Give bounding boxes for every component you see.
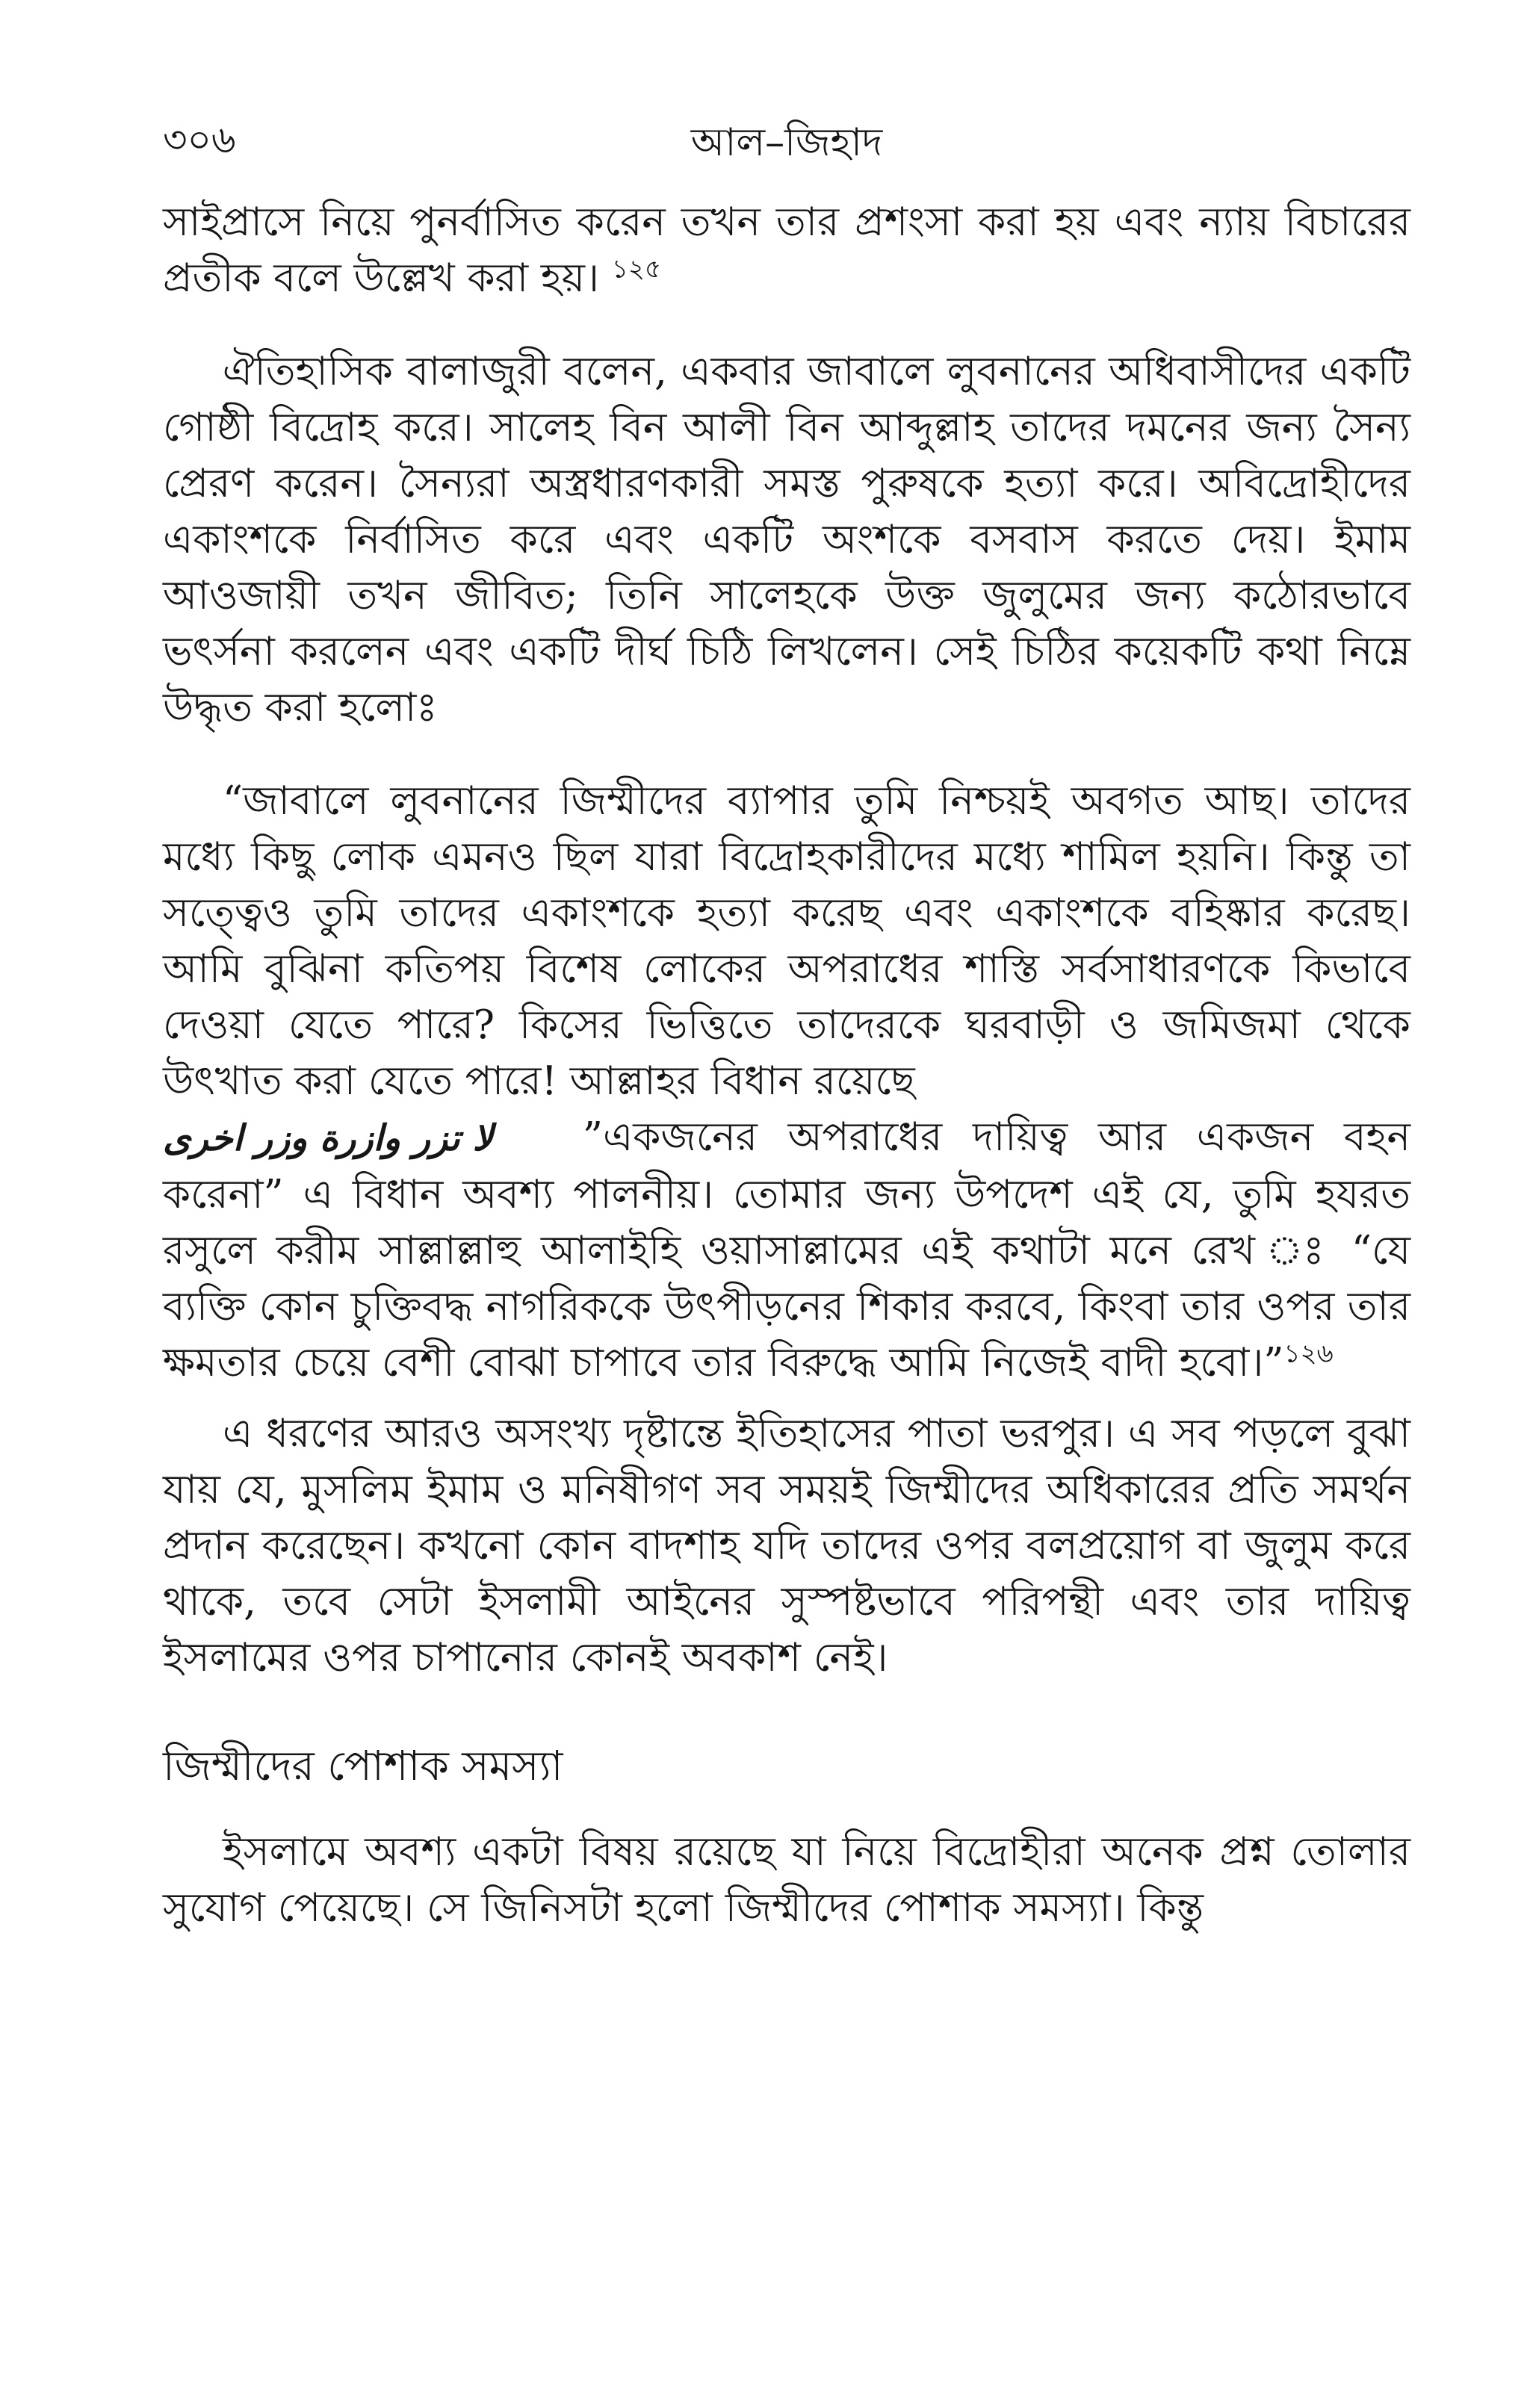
quote-text-continued: ”একজনের অপরাধের দায়িত্ব আর একজন বহন করেনা” এ বিধান অবশ্য পালনীয়। তোমার জন্য উপদেশ এই যে, তুমি হযরত রসুলে করীম সাল্লাল্লাহু আলাইহি ওয়াসাল্লামের এই কথাটা মনে রেখ ঃ “যে ব্যক্তি কোন চুক্তিবদ্ধ নাগরিককে উৎপীড়নের শিকার করবে, কিংবা তার ওপর তার ক্ষমতার চেয়ে বেশী বোঝা চাপাবে তার বিরুদ্ধে আমি নিজেই বাদী হবো।”	[163, 1114, 1410, 1385]
page-header	[163, 112, 1410, 194]
paragraph-dress-issue: ইসলামে অবশ্য একটা বিষয় রয়েছে যা নিয়ে বিদ্রোহীরা অনেক প্রশ্ন তোলার সুযোগ পেয়েছে। সে জিনিসটা হলো জিম্মীদের পোশাক সমস্যা। কিন্তু	[163, 1829, 1410, 1931]
quote-text: “জাবালে লুবনানের জিম্মীদের ব্যাপার তুমি নিশ্চয়ই অবগত আছ। তাদের মধ্যে কিছু লোক এমনও ছিল যারা বিদ্রোহকারীদের মধ্যে শামিল হয়নি। কিন্তু তা সত্ত্বেও তুমি তাদের একাংশকে হত্যা করেছ এবং একাংশকে বহিষ্কার করেছ। আমি বুঝিনা কতিপয় বিশেষ লোকের অপরাধের শাস্তি সর্বসাধারণকে কিভাবে দেওয়া যেতে পারে? কিসের ভিত্তিতে তাদেরকে ঘরবাড়ী ও জমিজমা থেকে উৎখাত করা যেতে পারে! আল্লাহর বিধান রয়েছে	[163, 778, 1410, 1104]
section-heading: জিম্মীদের পোশাক সমস্যা	[163, 1742, 563, 1790]
arabic-verse: لا تزر وازرة وزر اخرى	[163, 1117, 493, 1159]
running-title: আল–জিহাদ	[690, 120, 883, 165]
paragraph-history: এ ধরণের আরও অসংখ্য দৃষ্টান্তে ইতিহাসের পাতা ভরপুর। এ সব পড়লে বুঝা যায় যে, মুসলিম ইমাম ও মনিষীগণ সব সময়ই জিম্মীদের অধিকারের প্রতি সমর্থন প্রদান করেছেন। কখনো কোন বাদশাহ যদি তাদের ওপর বলপ্রয়োগ বা জুলুম করে থাকে, তবে সেটা ইসলামী আইনের সুস্পষ্টভাবে পরিপন্থী এবং তার দায়িত্ব ইসলামের ওপর চাপানোর কোনই অবকাশ নেই।	[163, 1411, 1410, 1681]
quote-paragraph	[163, 773, 1410, 1391]
paragraph-continuation	[163, 194, 1410, 306]
paragraph-balazuri: ঐতিহাসিক বালাজুরী বলেন, একবার জাবালে লুবনানের অধিবাসীদের একটি গোষ্ঠী বিদ্রোহ করে। সালেহ বিন আলী বিন আব্দুল্লাহ তাদের দমনের জন্য সৈন্য প্রেরণ করেন। সৈন্যরা অস্ত্রধারণকারী সমস্ত পুরুষকে হত্যা করে। অবিদ্রোহীদের একাংশকে নির্বাসিত করে এবং একটি অংশকে বসবাস করতে দেয়। ইমাম আওজায়ী তখন জীবিত; তিনি সালেহকে উক্ত জুলুমের জন্য কঠোরভাবে ভৎর্সনা করলেন এবং একটি দীর্ঘ চিঠি লিখলেন। সেই চিঠির কয়েকটি কথা নিম্নে উদ্ধৃত করা হলোঃ	[163, 349, 1410, 730]
footnote-marker: ১২৬	[1283, 1338, 1334, 1369]
page-number: ৩০৬	[163, 118, 236, 161]
footnote-marker: ১২৫	[611, 254, 662, 285]
paragraph-text: সাইপ্রাসে নিয়ে পুনর্বাসিত করেন তখন তার প্রশংসা করা হয় এবং ন্যায় বিচারের প্রতীক বলে উল্লেখ করা হয়।	[163, 199, 1410, 301]
